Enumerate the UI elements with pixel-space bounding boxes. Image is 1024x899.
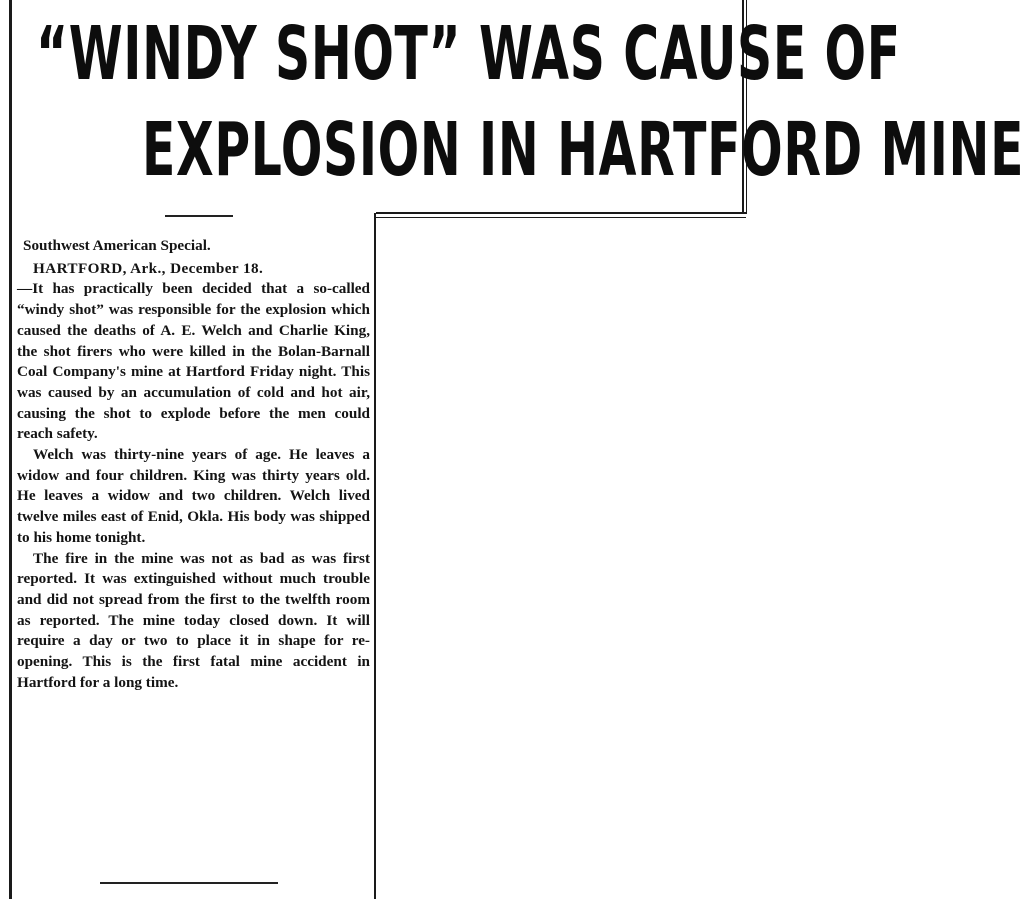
dateline: HARTFORD, Ark., December 18. <box>33 259 264 277</box>
left-column-rule <box>9 0 12 899</box>
headline-bottom-rule-second <box>376 217 746 218</box>
article-paragraph-3: The fire in the mine was not as bad as was first reported. It was extinguished without much trouble and did not spread from the first to the twelfth room as reported. The mine today closed down. It will require a day or two to place it in shape for re-opening. This is the first fatal mine accident in Hartford for a long time. <box>17 549 370 691</box>
article-paragraph-1: —It has practically been decided that a so-called “windy shot” was responsible for the explosion which caused the deaths of A. E. Welch and Charlie King, the shot firers who were killed in the Bolan-Barnall Coal Company's mine at Hartford Friday night. This was caused by an accumulation of cold and hot air, causing the shot to explode before the men could reach safety. <box>17 280 370 443</box>
article-right-column-rule <box>374 213 376 899</box>
article-body <box>17 236 370 693</box>
headline-line-2: EXPLOSION IN HARTFORD MINE <box>142 107 1024 193</box>
byline: Southwest American Special. <box>23 237 211 254</box>
article-paragraph-2: Welch was thirty-nine years of age. He leaves a widow and four children. King was thirty years old. He leaves a widow and two children. Welch lived twelve miles east of Enid, Okla. His body was shipped to his home tonight. <box>17 446 370 546</box>
headline-line-1: “WINDY SHOT” WAS CAUSE OF <box>36 11 901 97</box>
article-end-rule <box>100 882 278 884</box>
headline-separator <box>165 215 233 217</box>
headline-bottom-rule <box>376 212 746 214</box>
